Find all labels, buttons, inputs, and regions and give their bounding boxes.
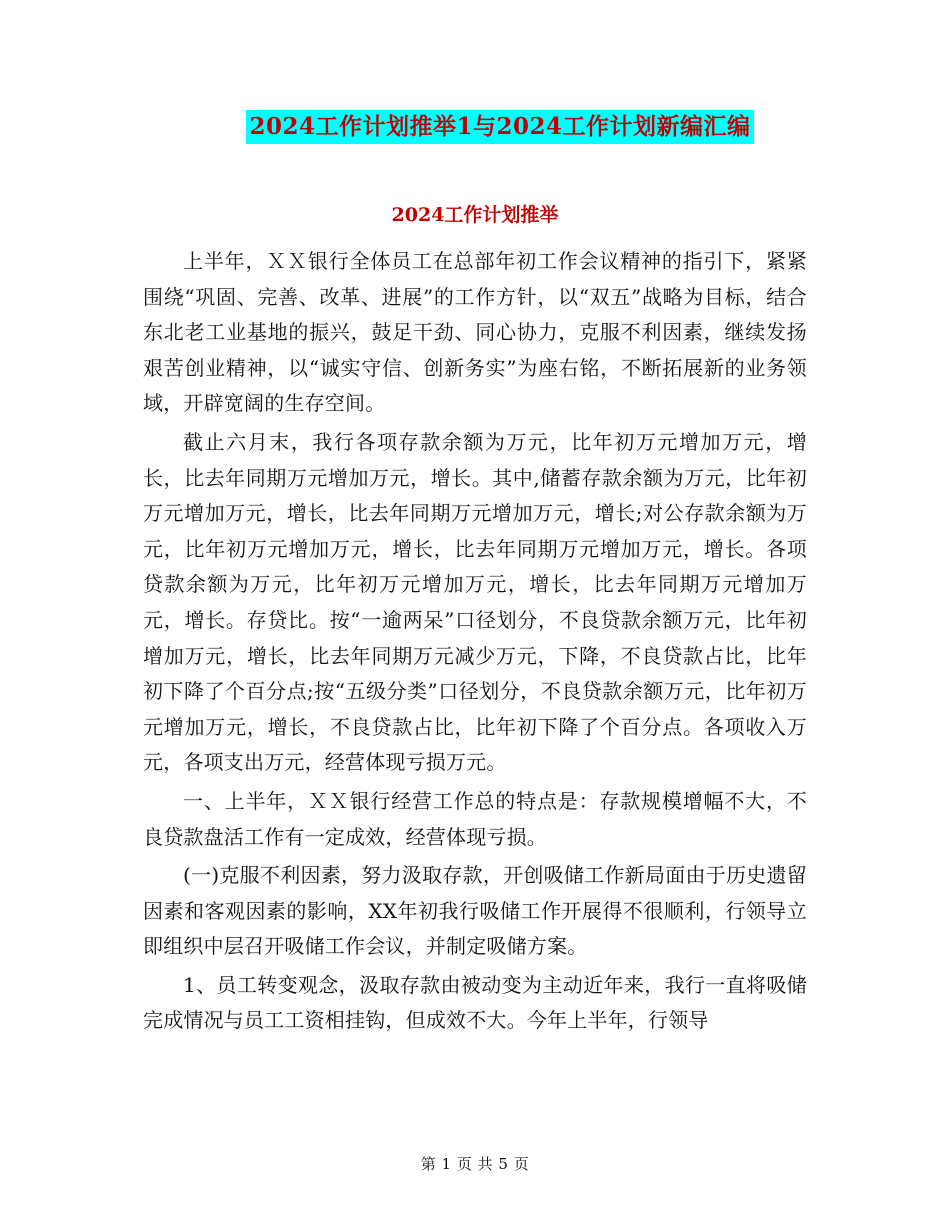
paragraph-4: (一)克服不利因素，努力汲取存款，开创吸储工作新局面由于历史遗留因素和客观因素的影响，XX年初我行吸储工作开展得不很顺利，行领导立即组织中层召开吸储工作会议，并制定吸储方案。	[143, 863, 807, 959]
paragraph-5: 1、员工转变观念，汲取存款由被动变为主动近年来，我行一直将吸储完成情况与员工工资相挂钩，但成效不大。今年上半年，行领导	[143, 972, 807, 1033]
section-title: 2024工作计划推举	[391, 204, 559, 226]
paragraph-1: 上半年，ＸＸ银行全体员工在总部年初工作会议精神的指引下，紧紧围绕“巩固、完善、改革、进展”的工作方针，以“双五”战略为目标，结合东北老工业基地的振兴，鼓足干劲、同心协力，克服不利因素，继续发扬艰苦创业精神，以“诚实守信、创新务实”为座右铭，不断拓展新的业务领域，开辟宽阔的生存空间。	[143, 249, 807, 416]
page-number-footer: 第 1 页 共 5 页	[420, 1155, 530, 1173]
paragraph-2: 截止六月末，我行各项存款余额为万元，比年初万元增加万元，增长，比去年同期万元增加万元，增长。其中,储蓄存款余额为万元，比年初万元增加万元，增长，比去年同期万元增加万元，增长;对公存款余额为万元，比年初万元增加万元，增长，比去年同期万元增加万元，增长。各项贷款余额为万元，比年初万元增加万元，增长，比去年同期万元增加万元，增长。存贷比。按“一逾两呆”口径划分，不良贷款余额万元，比年初增加万元，增长，比去年同期万元减少万元，下降，不良贷款占比，比年初下降了个百分点;按“五级分类”口径划分，不良贷款余额万元，比年初万元增加万元，增长，不良贷款占比，比年初下降了个百分点。各项收入万元，各项支出万元，经营体现亏损万元。	[143, 429, 807, 775]
body-text	[143, 244, 807, 1042]
paragraph-3: 一、上半年，ＸＸ银行经营工作总的特点是：存款规模增幅不大，不良贷款盘活工作有一定成效，经营体现亏损。	[143, 788, 807, 849]
main-title: 2024工作计划推举1与2024工作计划新编汇编	[246, 110, 753, 144]
main-title-container	[0, 110, 950, 144]
